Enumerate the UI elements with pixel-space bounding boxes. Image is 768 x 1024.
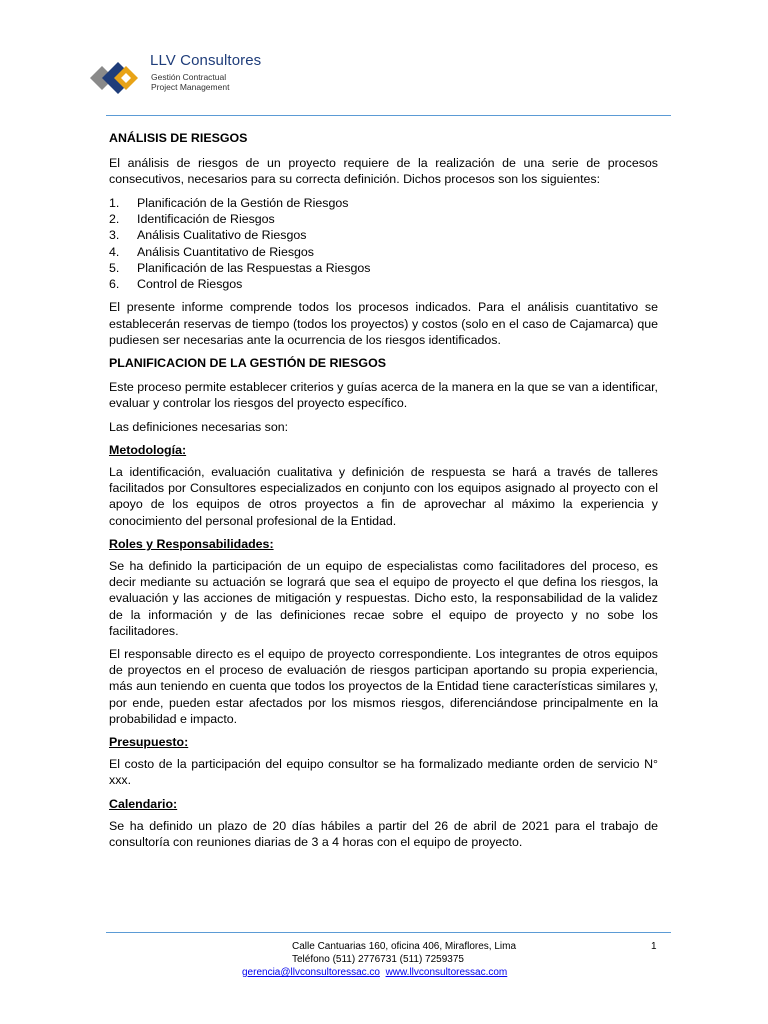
list-item: 2. Identificación de Riesgos [109, 211, 275, 226]
document-title: ANÁLISIS DE RIESGOS [109, 131, 248, 145]
budget-text: El costo de la participación del equipo consultor se ha formalizado mediante orden de servicio N° xxx. [109, 757, 658, 788]
methodology-heading: Metodología: [109, 442, 187, 457]
company-name: LLV Consultores [150, 52, 262, 69]
email-link[interactable]: gerencia@llvconsultoressac.co [242, 967, 380, 978]
page-number: 1 [651, 941, 657, 952]
footer-divider [106, 932, 671, 933]
document-body [109, 130, 658, 857]
list-item: 1. Planificación de la Gestión de Riesgos [109, 195, 349, 210]
website-link[interactable]: www.llvconsultoressac.com [385, 967, 508, 978]
scope-paragraph: El presente informe comprende todos los procesos indicados. Para el análisis cuantitativo se establecerán reservas de tiempo (todos los proyectos) y costos (solo en el caso de Cajamarca) que pudiesen ser necesarias ante la ocurrencia de los riesgos identificados. [109, 300, 658, 347]
section-title: PLANIFICACION DE LA GESTIÓN DE RIESGOS [109, 356, 386, 370]
methodology-text: La identificación, evaluación cualitativa y definición de respuesta se hará a través de talleres facilitados por Consultores especializados en conjunto con los equipos asignado al proyecto con el apoyo de los equipos de otros proyectos a fin de aprovechar al máximo la experiencia y conocimiento del personal profesional de la Entidad. [109, 465, 658, 528]
roles-heading: Roles y Responsabilidades: [109, 536, 274, 551]
roles-paragraph-1: Se ha definido la participación de un equipo de especialistas como facilitadores del proceso, es decir mediante su actuación se logrará que sea el equipo de proyecto el que defina los riesgos, la evaluación y las acciones de mitigación y respuestas. Dicho esto, la responsabilidad de la validez de la información y de las definiciones recae sobre el equipo de proyecto y no sobe los facilitadores. [109, 559, 658, 638]
intro-paragraph: El análisis de riesgos de un proyecto requiere de la realización de una serie de procesos consecutivos, necesarios para su correcta definición. Dichos procesos son los siguientes: [109, 156, 658, 187]
process-list [109, 195, 658, 293]
definitions-intro: Las definiciones necesarias son: [109, 419, 289, 434]
company-tagline-2: Project Management [151, 82, 230, 92]
calendar-text: Se ha definido un plazo de 20 días hábiles a partir del 26 de abril de 2021 para el trabajo de consultoría con reuniones diarias de 3 a 4 horas con el equipo de proyecto. [109, 818, 658, 850]
company-tagline-1: Gestión Contractual [151, 72, 227, 82]
footer-links [242, 966, 507, 979]
section-intro: Este proceso permite establecer criterios y guías acerca de la manera en la que se van a identificar, evaluar y controlar los riesgos del proyecto específico. [109, 380, 658, 411]
list-item: 6. Control de Riesgos [109, 277, 243, 292]
list-item: 5. Planificación de las Respuestas a Riesgos [109, 260, 371, 275]
roles-paragraph-2: El responsable directo es el equipo de proyecto correspondiente. Los integrantes de otros equipos de proyectos en el proceso de evaluación de riesgos participan aportando su propia experiencia, más aun teniendo en cuenta que todos los proyectos de la Entidad tiene características similares y, por ende, pueden estar afectados por los mismos riesgos, diferenciándose principalmente en la probabilidad e impacto. [109, 647, 658, 726]
company-logo [88, 52, 262, 108]
calendar-heading: Calendario: [109, 796, 178, 811]
footer-phone: Teléfono (511) 2776731 (511) 7259375 [292, 954, 464, 965]
budget-heading: Presupuesto: [109, 735, 189, 750]
logo-diamond-icon [88, 52, 152, 108]
list-item: 3. Análisis Cualitativo de Riesgos [109, 228, 307, 243]
header-divider [106, 115, 671, 116]
footer-address: Calle Cantuarias 160, oficina 406, Miraflores, Lima [292, 941, 516, 952]
list-item: 4. Análisis Cuantitativo de Riesgos [109, 244, 315, 259]
